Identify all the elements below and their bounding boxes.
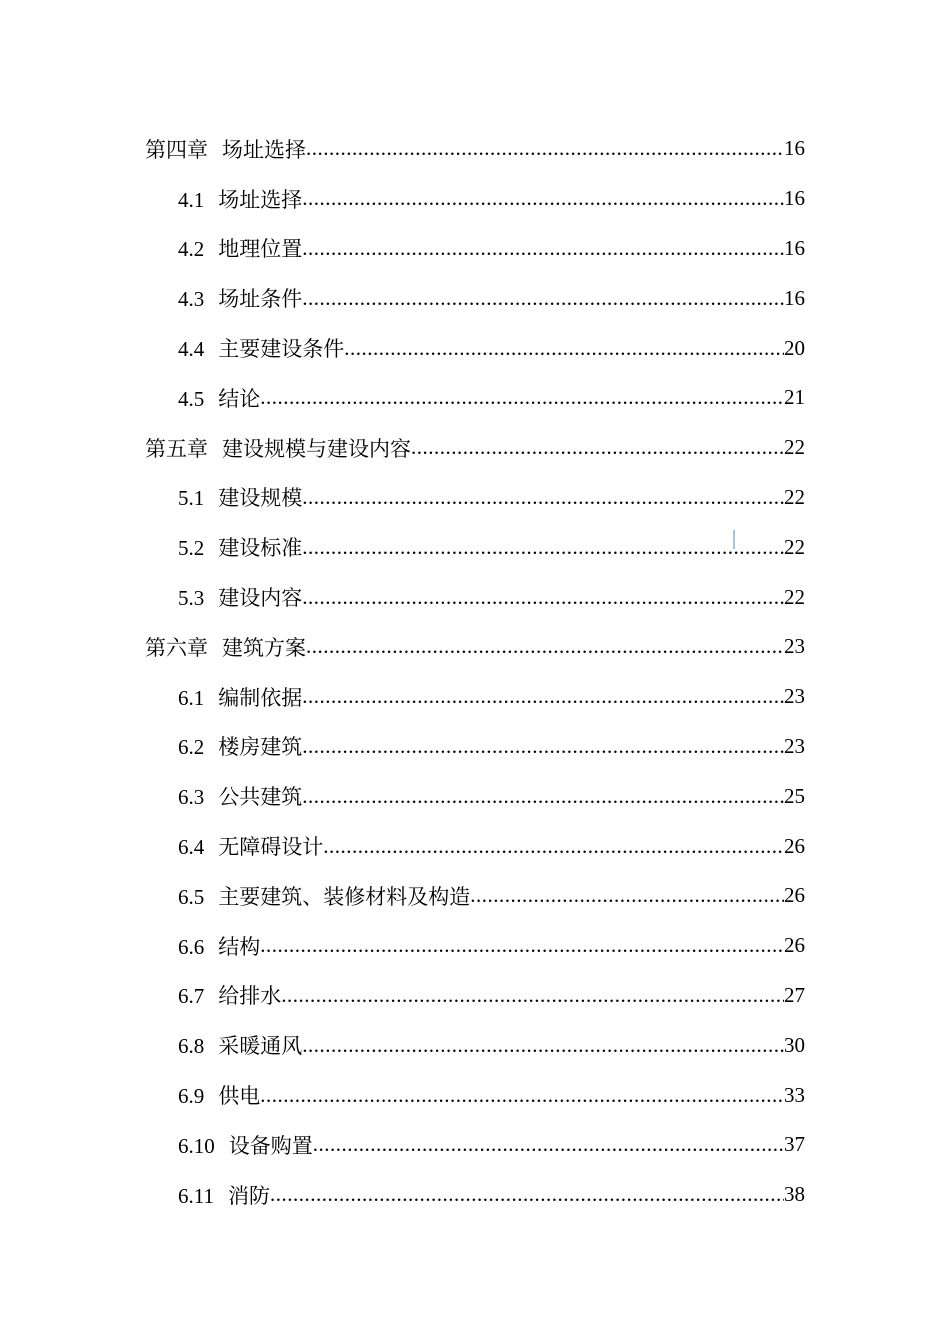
toc-page-number: 16 [784, 285, 805, 310]
toc-page-number: 23 [784, 684, 805, 709]
toc-entry-title: 场址选择 [218, 187, 303, 212]
toc-entry[interactable] [0, 672, 950, 722]
toc-page-number: 22 [784, 484, 805, 509]
toc-page-number: 25 [784, 783, 805, 808]
toc-entry-number: 第六章 [145, 635, 208, 660]
toc-entry-number: 5.2 [178, 536, 205, 561]
toc-page-number: 22 [784, 534, 805, 559]
toc-page-number: 26 [784, 933, 805, 958]
toc-dot-leader [411, 435, 784, 460]
toc-entry-title: 主要建设条件 [218, 337, 345, 362]
toc-entry[interactable] [0, 921, 950, 971]
toc-page-number: 22 [784, 435, 805, 460]
toc-dot-leader [302, 734, 784, 759]
toc-entry[interactable] [0, 124, 950, 174]
toc-page-number: 26 [784, 833, 805, 858]
toc-entry[interactable] [0, 971, 950, 1021]
toc-dot-leader [302, 535, 784, 560]
toc-entry-number: 6.4 [178, 835, 205, 860]
toc-entry[interactable] [0, 522, 950, 572]
toc-page-number: 16 [784, 235, 805, 260]
toc-entry[interactable] [0, 174, 950, 224]
toc-entry-title: 建设标准 [218, 536, 303, 561]
toc-entry-number: 4.2 [178, 237, 205, 262]
toc-entry-number: 4.5 [178, 386, 205, 411]
toc-page-number: 20 [784, 335, 805, 360]
toc-entry-label [178, 1130, 313, 1160]
toc-dot-leader [270, 1182, 784, 1207]
toc-entry[interactable] [0, 871, 950, 921]
toc-entry-number: 5.1 [178, 486, 205, 511]
toc-page-number: 27 [784, 982, 805, 1007]
toc-entry-label [178, 233, 302, 263]
toc-entry-label [145, 134, 306, 164]
toc-entry-title: 设备购置 [228, 1133, 313, 1158]
table-of-contents [0, 124, 950, 1220]
toc-entry-number: 6.3 [178, 785, 205, 810]
toc-entry-number: 第五章 [145, 436, 208, 461]
toc-entry-number: 6.1 [178, 685, 205, 710]
toc-entry-label [178, 283, 302, 313]
toc-page-number: 16 [784, 186, 805, 211]
toc-entry-label [145, 632, 306, 662]
toc-entry-title: 场址条件 [218, 287, 303, 312]
toc-entry[interactable] [0, 821, 950, 871]
toc-entry-label [178, 383, 260, 413]
toc-entry[interactable] [0, 273, 950, 323]
toc-entry-number: 6.2 [178, 735, 205, 760]
toc-entry-title: 楼房建筑 [218, 735, 303, 760]
toc-entry-number: 6.7 [178, 984, 205, 1009]
toc-entry-title: 建设内容 [218, 586, 303, 611]
toc-dot-leader [302, 286, 784, 311]
toc-entry-title: 主要建筑、装修材料及构造 [218, 884, 471, 909]
toc-entry-number: 6.10 [178, 1133, 215, 1158]
toc-entry-title: 建设规模 [218, 486, 303, 511]
toc-entry-number: 6.9 [178, 1084, 205, 1109]
toc-entry[interactable] [0, 1020, 950, 1070]
toc-entry-title: 结论 [218, 386, 261, 411]
toc-entry-title: 建筑方案 [222, 635, 306, 660]
toc-entry-number: 6.11 [178, 1183, 214, 1208]
toc-entry-label [178, 532, 302, 562]
toc-page-number: 33 [784, 1082, 805, 1107]
toc-entry[interactable] [0, 1120, 950, 1170]
toc-entry-title: 公共建筑 [218, 785, 303, 810]
toc-page-number: 16 [784, 136, 805, 161]
toc-entry[interactable] [0, 473, 950, 523]
toc-dot-leader [313, 1132, 784, 1157]
toc-entry-label [178, 980, 281, 1010]
toc-dot-leader [470, 883, 784, 908]
toc-entry[interactable] [0, 572, 950, 622]
toc-dot-leader [302, 236, 784, 261]
toc-page-number: 21 [784, 385, 805, 410]
toc-entry-title: 编制依据 [218, 685, 303, 710]
toc-entry-title: 无障碍设计 [218, 835, 324, 860]
toc-entry-label [178, 582, 302, 612]
toc-dot-leader [306, 634, 784, 659]
toc-entry-label [178, 1030, 302, 1060]
toc-entry-number: 4.4 [178, 337, 205, 362]
toc-dot-leader [306, 136, 784, 161]
toc-entry-label [145, 433, 411, 463]
toc-dot-leader [302, 684, 784, 709]
toc-page-number: 38 [784, 1182, 805, 1207]
toc-entry-label [178, 482, 302, 512]
toc-dot-leader [302, 784, 784, 809]
toc-entry-number: 4.1 [178, 187, 205, 212]
toc-page-number: 23 [784, 733, 805, 758]
toc-entry-label [178, 881, 470, 911]
toc-entry-label [178, 1080, 260, 1110]
toc-page-number: 37 [784, 1132, 805, 1157]
toc-entry[interactable] [0, 1070, 950, 1120]
toc-entry-title: 场址选择 [222, 137, 306, 162]
toc-entry-number: 4.3 [178, 287, 205, 312]
toc-dot-leader [302, 585, 784, 610]
toc-entry-number: 6.6 [178, 934, 205, 959]
toc-entry-label [178, 831, 323, 861]
toc-entry-label [178, 731, 302, 761]
toc-entry-number: 6.8 [178, 1034, 205, 1059]
toc-entry[interactable] [0, 722, 950, 772]
toc-entry-title: 供电 [218, 1084, 261, 1109]
toc-entry-label [178, 184, 302, 214]
toc-entry[interactable] [0, 622, 950, 672]
toc-entry-label [178, 1180, 270, 1210]
toc-entry[interactable] [0, 771, 950, 821]
toc-entry-title: 消防 [227, 1183, 270, 1208]
toc-entry-title: 给排水 [218, 984, 282, 1009]
toc-dot-leader [281, 983, 784, 1008]
toc-entry[interactable] [0, 1170, 950, 1220]
toc-entry-label [178, 682, 302, 712]
toc-entry-number: 6.5 [178, 884, 205, 909]
toc-entry-label [178, 333, 344, 363]
toc-entry-number: 第四章 [145, 137, 208, 162]
toc-dot-leader [260, 933, 784, 958]
toc-entry-title: 结构 [218, 934, 261, 959]
toc-entry-title: 采暖通风 [218, 1034, 303, 1059]
toc-entry-title: 地理位置 [218, 237, 303, 262]
toc-dot-leader [302, 1033, 784, 1058]
toc-dot-leader [344, 336, 784, 361]
toc-dot-leader [260, 1083, 784, 1108]
toc-page-number: 23 [784, 634, 805, 659]
toc-entry[interactable] [0, 224, 950, 274]
toc-dot-leader [302, 186, 784, 211]
toc-dot-leader [323, 834, 784, 859]
toc-page-number: 22 [784, 584, 805, 609]
toc-entry-title: 建设规模与建设内容 [222, 436, 411, 461]
toc-dot-leader [302, 485, 784, 510]
toc-page-number: 26 [784, 883, 805, 908]
toc-dot-leader [260, 385, 784, 410]
toc-entry-label [178, 781, 302, 811]
toc-entry-number: 5.3 [178, 586, 205, 611]
toc-entry[interactable] [0, 323, 950, 373]
text-cursor [733, 530, 735, 549]
toc-entry[interactable] [0, 373, 950, 423]
toc-entry[interactable] [0, 423, 950, 473]
toc-page-number: 30 [784, 1032, 805, 1057]
toc-entry-label [178, 931, 260, 961]
